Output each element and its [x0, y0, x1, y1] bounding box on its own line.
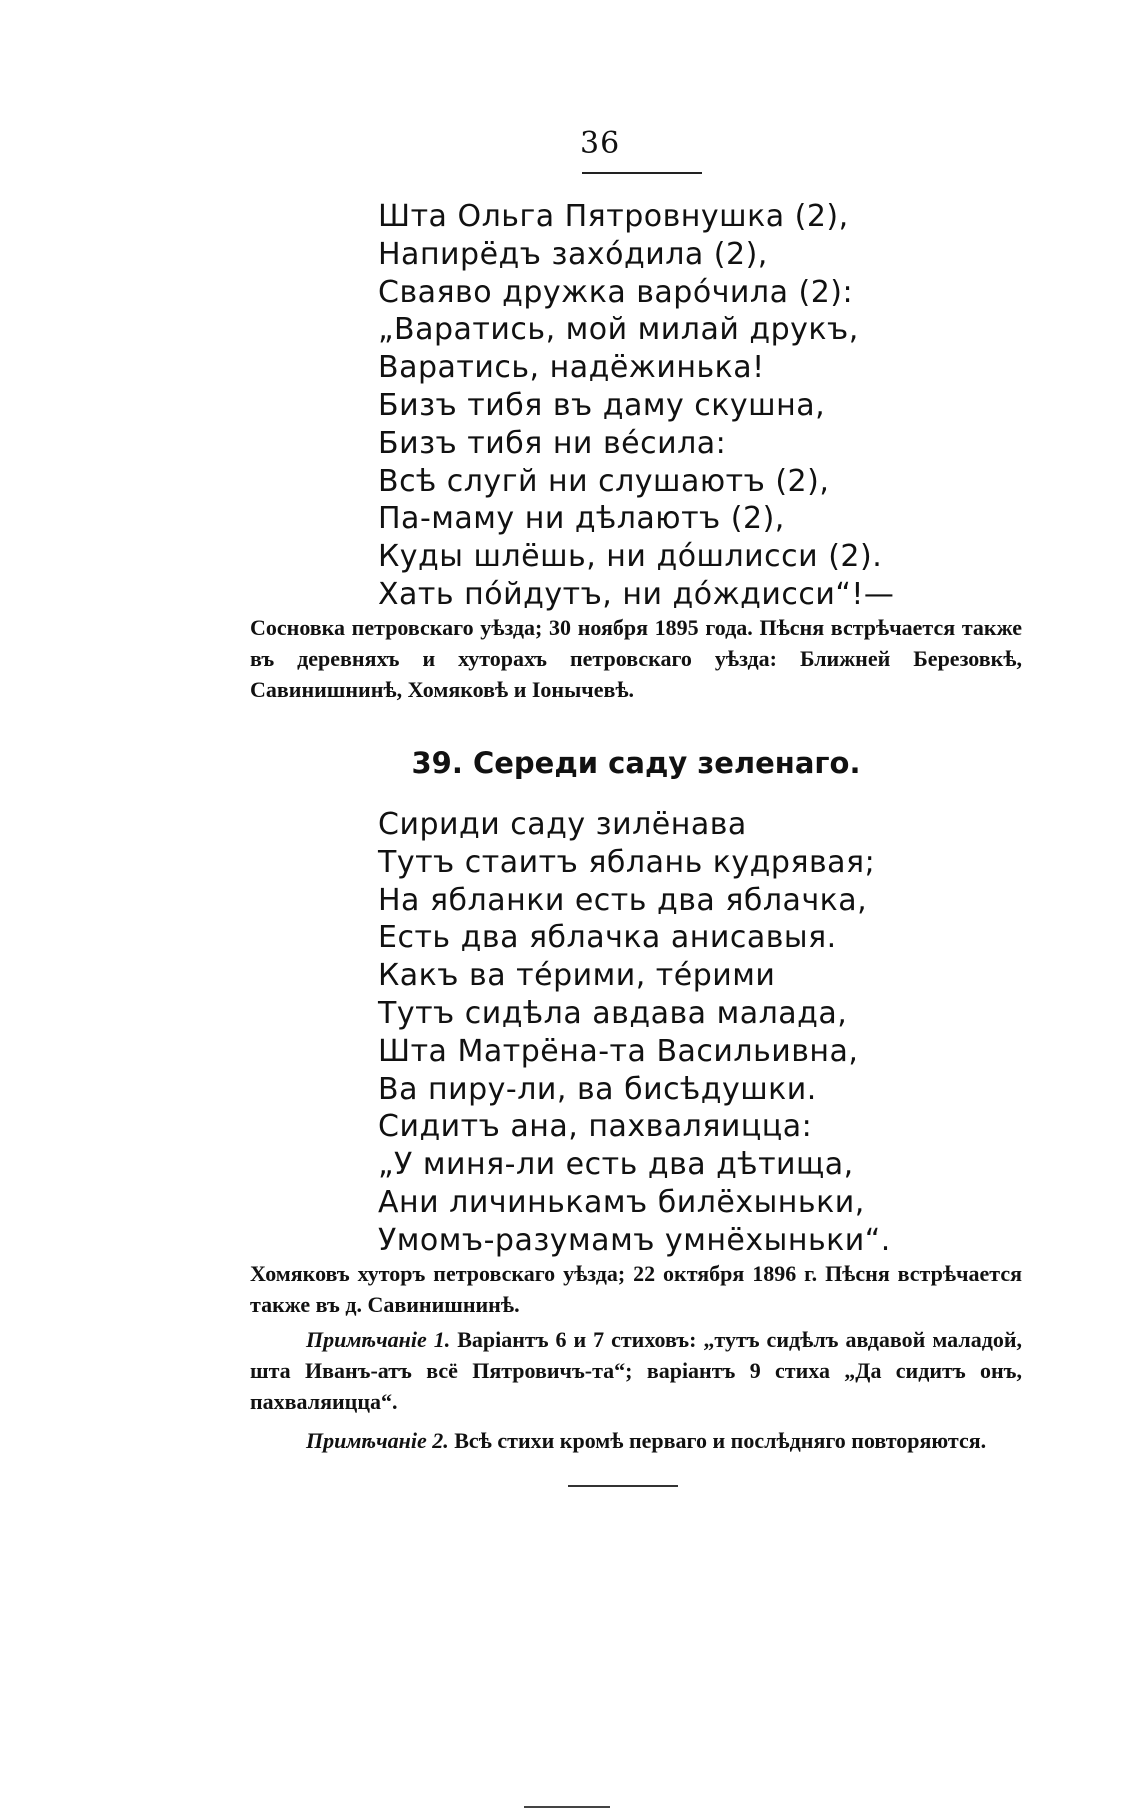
verse-line: Сваяво дружка варóчила (2):	[378, 274, 854, 310]
bottom-rule	[524, 1806, 610, 1808]
verse-line: Бизъ тибя ни вéсила:	[378, 425, 727, 461]
verse-line: Напирёдъ захóдила (2),	[378, 236, 768, 272]
verse-line: Есть два яблачка анисавыя.	[378, 920, 837, 956]
page-number: 36	[580, 126, 621, 161]
verse-line: Куды шлёшь, ни дóшлисси (2).	[378, 539, 883, 575]
verse-line: Какъ ва тéрими, тéрими	[378, 958, 776, 994]
verse-line: Сидитъ ана, пахваляицца:	[378, 1109, 813, 1145]
remark-1-label: Примѣчаніе 1.	[306, 1327, 451, 1352]
verse-continued	[378, 198, 894, 614]
verse-line: Ани личинькамъ билёхыньки,	[378, 1184, 865, 1220]
verse-line: Хать пóйдутъ, ни дóждисси“!—	[378, 576, 895, 612]
song-heading: 39. Середи саду зеленаго.	[411, 746, 861, 780]
verse-line: Варатись, надёжинька!	[378, 350, 765, 386]
verse-line: Бизъ тибя въ даму скушна,	[378, 387, 826, 423]
source-note-1: Сосновка петровскаго уѣзда; 30 ноября 1895 года. Пѣсня встрѣчается также въ деревняхъ и хуторахъ петровскаго уѣзда: Ближней Березовкѣ, Савинишнинѣ, Хомяковѣ и Іонычевѣ.	[250, 615, 1022, 702]
verse-line: Тутъ стаитъ яблань кудрявая;	[378, 844, 876, 880]
source-note-2: Хомяковъ хуторъ петровскаго уѣзда; 22 октября 1896 г. Пѣсня встрѣчается также въ д. Савинишнинѣ.	[250, 1261, 1022, 1317]
verse-line: Тутъ сидѣла авдава малада,	[378, 995, 848, 1031]
verse-line: На ябланки есть два яблачка,	[378, 882, 868, 918]
verse-line: Сириди саду зилёнава	[378, 807, 747, 842]
verse-song-39	[378, 806, 891, 1260]
verse-line: Ва пиру-ли, ва бисѣдушки.	[378, 1071, 817, 1107]
verse-line: Умомъ-разумамъ умнёхыньки“.	[378, 1222, 891, 1258]
verse-line: „У миня-ли есть два дѣтища,	[378, 1147, 854, 1183]
end-rule	[568, 1485, 678, 1487]
remark-1	[250, 1324, 1022, 1417]
remark-2-text: Всѣ стихи кромѣ перваго и послѣдняго повторяются.	[448, 1428, 987, 1453]
verse-line: Шта Ольга Пятровнушка (2),	[378, 199, 849, 234]
verse-line: Всѣ слугй ни слушаютъ (2),	[378, 463, 830, 499]
remark-2	[250, 1425, 1022, 1456]
remark-2-label: Примѣчаніе 2.	[306, 1428, 449, 1453]
verse-line: Шта Матрёна-та Васильивна,	[378, 1033, 859, 1069]
remark-1-text: Варіантъ 6 и 7 стиховъ: „тутъ сидѣлъ авдавой маладой, шта Иванъ-атъ всё Пятровичъ-та“; варіантъ 9 стиха „Да сидитъ онъ, пахваляицца“.	[250, 1327, 1022, 1414]
verse-line: „Варатись, мой милай друкъ,	[378, 312, 859, 348]
top-rule	[582, 172, 702, 174]
verse-line: Па-маму ни дѣлаютъ (2),	[378, 501, 785, 537]
